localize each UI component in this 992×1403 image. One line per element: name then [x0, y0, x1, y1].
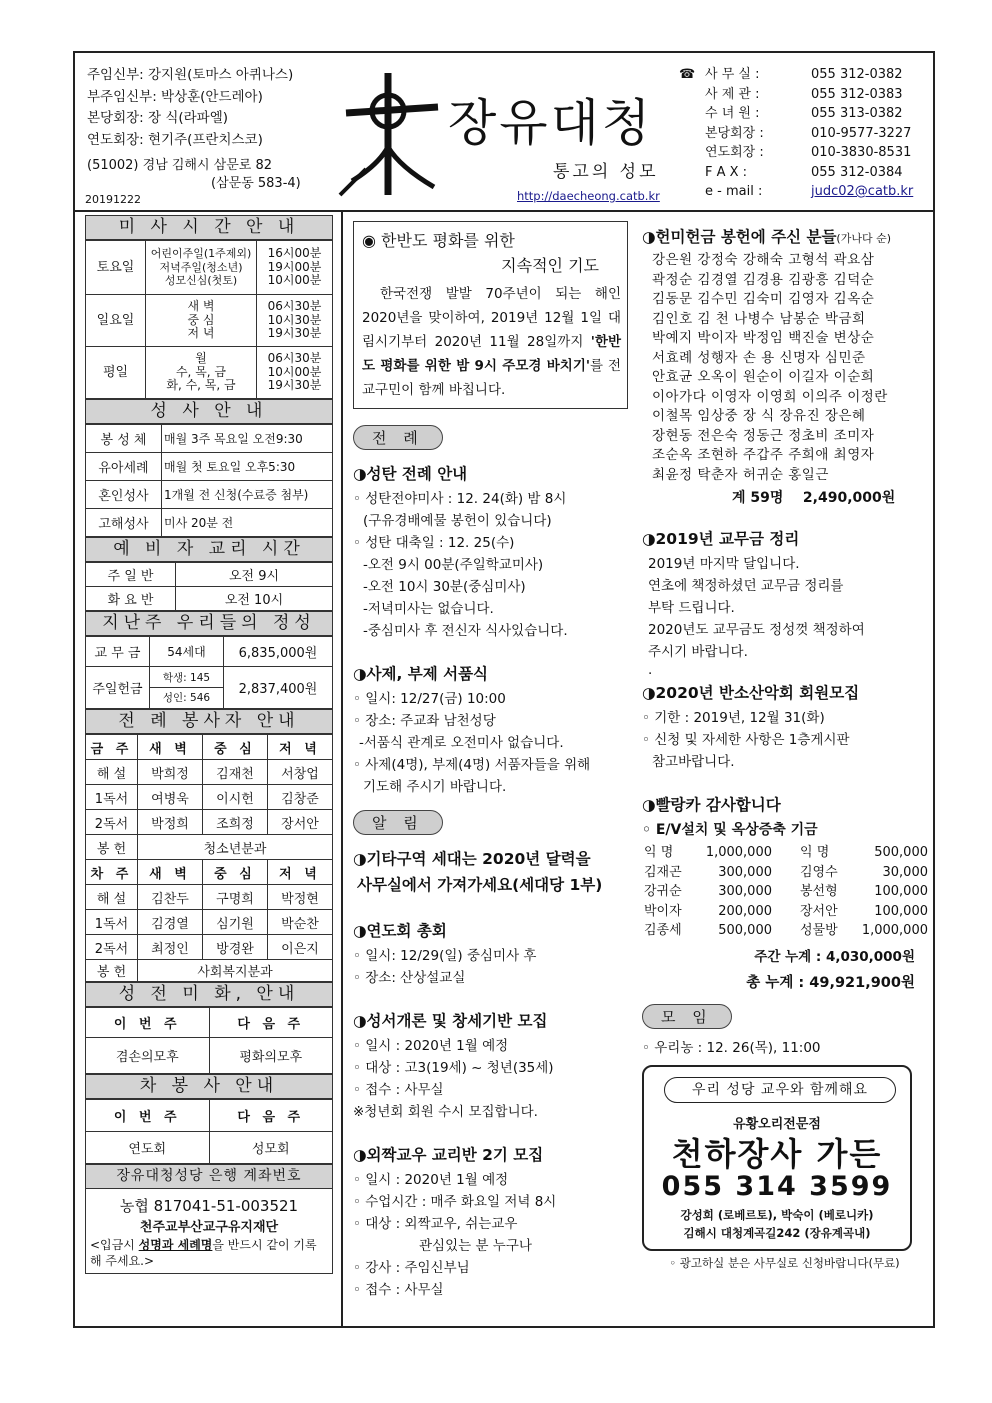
table-row: 1독서 여병욱 이시헌 김창준	[86, 785, 333, 810]
liturgy-pill: 전 례	[353, 425, 443, 450]
list-item: 주시기 바랍니다.	[648, 644, 748, 660]
notices-pill: 알 림	[353, 810, 443, 835]
offering-table	[85, 636, 333, 709]
weekly-total: 주간 누계 : 4,030,000원	[754, 948, 915, 965]
list-item: 관심있는 분 누구나	[419, 1238, 532, 1254]
table-row: 주일헌금 학생: 145 성인: 546 2,837,400원	[86, 667, 333, 709]
website-link[interactable]: http://daecheong.catb.kr	[517, 189, 660, 203]
donor-names	[642, 251, 927, 485]
table-row: 금 주 새 벽 중 심 저 녁	[86, 735, 333, 760]
ad-subtitle: 유황오리전문점	[733, 1116, 821, 1132]
table-row: 교 무 금 54세대 6,835,000원	[86, 637, 333, 667]
tea-title: 차 봉 사 안내	[85, 1074, 333, 1099]
table-row: 이 번 주 다 음 주	[86, 1100, 333, 1132]
table-row: 주 일 반 오전 9시	[86, 563, 333, 587]
list-item: 서효례 성행자 손 용 신명자 심민준	[652, 349, 866, 366]
flowers-title: 성 전 미 화, 안내	[85, 982, 333, 1007]
contact-list	[679, 65, 914, 202]
table-row: 해 설 박희정 김재천 서창업	[86, 760, 333, 785]
list-item: 조순옥 조현하 주갑주 주희애 최영자	[652, 447, 875, 463]
contact-row: 수 녀 원 : 055 313-0382	[705, 106, 903, 121]
list-item: ◦ 일시 : 2020년 1월 예정	[353, 1038, 509, 1054]
bank-info	[85, 1189, 333, 1274]
contact-row: F A X : 055 312-0384	[705, 164, 903, 180]
sacraments-title: 성 사 안 내	[85, 399, 333, 424]
table-row: 토요일 어린이주일(1주제외) 저녁주일(청소년) 성모신심(첫토) 16시00분 19시00분 10시00분	[86, 241, 333, 295]
list-item: .	[648, 662, 653, 678]
email-link[interactable]: judc02@catb.kr	[811, 184, 914, 199]
calendar-title-2: 사무실에서 가져가세요(세대당 1부)	[357, 876, 603, 894]
bulletin-frame	[73, 51, 935, 1328]
parish-chair: 본당회장: 장 식(라파엘)	[87, 110, 229, 126]
list-item: 안효균 오옥이 원순이 이길자 이순희	[652, 369, 875, 385]
senior-chair: 연도회장: 현기주(프란치스코)	[87, 131, 263, 148]
bible-class-title: ◑성서개론 및 창세기반 모집	[353, 1012, 548, 1030]
list-item: -저녁미사는 없습니다.	[363, 601, 494, 617]
thanks-subtitle: ◦ E/V설치 및 옥상증축 기금	[642, 822, 818, 838]
christmas-title: ◑성탄 전례 안내	[353, 465, 468, 483]
list-item: ◦ 신청 및 자세한 사항은 1층게시판	[642, 732, 850, 748]
clergy-info	[87, 65, 301, 193]
list-item: ※청년회 회원 수시 모집합니다.	[353, 1104, 538, 1120]
prayer-box	[353, 221, 628, 409]
yeondo-title: ◑연도회 총회	[353, 922, 447, 940]
list-item: ◦ 일시: 12/27(금) 10:00	[353, 691, 506, 707]
offering-title: 지난주 우리들의 정성	[85, 611, 333, 636]
spouse-class-title: ◑외짝교우 교리반 2기 모집	[353, 1146, 544, 1164]
list-item: ◦ 대상 : 외짝교우, 쉬는교우	[353, 1216, 518, 1232]
mass-times-table	[85, 240, 333, 399]
list-item: (구유경배예물 봉헌이 있습니다)	[363, 513, 552, 529]
bank-note: <입금시 성명과 세례명을 반드시 같이 기록해 주세요.>	[90, 1238, 317, 1268]
ad-phone: 055 314 3599	[661, 1170, 893, 1202]
middle-column	[353, 221, 628, 1301]
donors-total: 계 59명 2,490,000원	[732, 490, 896, 506]
list-item: -오전 10시 30분(중심미사)	[363, 579, 526, 595]
thanks-list: 익 명 1,000,000 익 명 500,000 김재곤 300,000 김영수 30,000 강귀순 300,000 봉선형 100,000 박이자 200,000 장서안 100,000 김종세 500,000 성물방 1,000,000	[644, 845, 928, 938]
list-item: 강은원 강정숙 강해숙 고형석 곽요삼	[652, 252, 875, 268]
list-item: ◦ 수업시간 : 매주 화요일 저녁 8시	[353, 1194, 557, 1210]
calendar-title: ◑기타구역 세대는 2020년 달력을	[353, 850, 591, 868]
ad-badge: 우리 성당 교우와 함께해요	[664, 1077, 896, 1103]
table-row: 2독서 최정인 방경완 이은지	[86, 935, 333, 960]
list-item: ◦ 대상 : 고3(19세) ~ 청년(35세)	[353, 1060, 554, 1076]
catechumen-table	[85, 562, 333, 611]
list-item: 연초에 책정하셨던 교무금 정리를	[648, 578, 844, 594]
bank-account: 농협 817041-51-003521	[119, 1197, 299, 1215]
table-row: 2독서 박정희 조희정 장서안	[86, 810, 333, 835]
contact-row: 사 무 실 : 055 312-0382	[705, 67, 903, 82]
meeting-pill: 모 임	[642, 1004, 732, 1029]
table-row: 1독서 김경열 심기원 박순찬	[86, 910, 333, 935]
contact-row: e - mail : judc02@catb.kr	[705, 182, 913, 202]
advertisement	[642, 1065, 912, 1251]
ordination-title: ◑사제, 부제 서품식	[353, 665, 489, 683]
list-item: ◦ 성탄전야미사 : 12. 24(화) 밤 8시	[353, 491, 567, 507]
pastor: 주임신부: 강지원(토마스 아퀴나스)	[87, 67, 294, 83]
list-item: 장현동 전은숙 정동근 정초비 조미자	[652, 427, 875, 444]
parish-title: 장유대청	[448, 94, 654, 152]
donors-title: ◑헌미헌금 봉헌에 주신 분들(가나다 순)	[642, 228, 892, 246]
tea-table	[85, 1099, 333, 1164]
table-row: 겸손의모후 평화의모후	[86, 1038, 333, 1074]
prayer-title-2: 지속적인 기도	[501, 256, 599, 275]
bulletin-header	[75, 53, 933, 212]
table-row: 일요일 새 벽 중 심 저 녁 06시30분 10시30분 19시30분	[86, 295, 333, 347]
thanks-title: ◑빨랑카 감사합니다	[642, 796, 781, 814]
list-item: 기도해 주시기 바랍니다.	[363, 779, 507, 795]
phone-icon: ☎	[679, 67, 696, 82]
list-item: ◦ 성탄 대축일 : 12. 25(수)	[353, 535, 515, 551]
list-item: ◦ 접수 : 사무실	[353, 1282, 444, 1298]
flowers-table	[85, 1007, 333, 1074]
column-divider	[341, 212, 343, 1328]
servers-table	[85, 734, 333, 982]
list-item: ◦ 장소: 산상설교실	[353, 970, 466, 986]
list-item: ◦ 장소: 주교좌 남천성당	[353, 713, 496, 729]
servers-title: 전 례 봉사자 안내	[85, 709, 333, 734]
cross-logo-icon	[338, 69, 448, 199]
list-item: ◦ 사제(4명), 부제(4명) 서품자들을 위해	[353, 757, 591, 773]
table-row: 이 번 주 다 음 주	[86, 1008, 333, 1038]
ad-owners: 강성희 (로베르토), 박숙이 (베로니카)	[680, 1207, 874, 1222]
prayer-body: 한국전쟁 발발 70주년이 되는 해인 2020년을 맞이하여, 2019년 12월 1일 대림시기부터 2020년 11월 28일까지 '한반도 평화를 위한 밤 9시 주모경 바치기'를 전교구민이 함께 바칩니다.	[362, 286, 621, 398]
assistant-pastor: 부주임신부: 박상훈(안드레아)	[87, 88, 263, 105]
list-item: ◦ 강사 : 주임신부님	[353, 1260, 470, 1276]
contact-row: 연도회장 : 010-3830-8531	[705, 145, 912, 160]
list-item: -오전 9시 00분(주일학교미사)	[363, 557, 544, 573]
table-row: 해 설 김찬두 구명희 박정현	[86, 885, 333, 910]
issue-date: 20191222	[85, 193, 141, 206]
list-item: 최윤정 탁춘자 허귀순 홍일근	[652, 466, 829, 483]
hiking-title: ◑2020년 반소산악회 회원모집	[642, 684, 860, 702]
list-item: 이아가다 이영자 이영희 이의주 이정란	[652, 388, 888, 405]
catechumen-title: 예 비 자 교리 시간	[85, 537, 333, 562]
list-item: -서품식 관계로 오전미사 없습니다.	[359, 735, 564, 751]
list-item: 박예지 박이자 박정임 백진술 변상순	[652, 330, 875, 346]
mass-times-title: 미 사 시 간 안 내	[85, 215, 333, 240]
table-row: 차 주 새 벽 중 심 저 녁	[86, 860, 333, 885]
ad-footer: ◦ 광고하실 분은 사무실로 신청바랍니다(무료)	[669, 1255, 900, 1270]
list-item: ◦ 일시: 12/29(일) 중심미사 후	[353, 948, 537, 964]
list-item: 부탁 드립니다.	[648, 600, 735, 616]
list-item: 김동문 김수민 김숙미 김영자 김옥순	[652, 291, 875, 307]
dues-title: ◑2019년 교무금 정리	[642, 530, 800, 548]
contact-row: 본당회장 : 010-9577-3227	[705, 125, 912, 141]
table-row: 봉 헌 사회복지분과	[86, 960, 333, 982]
table-row: 유아세례 매월 첫 토요일 오후5:30	[86, 453, 333, 481]
bank-title: 장유대청성당 은행 계좌번호	[85, 1164, 333, 1189]
table-row: 연도회 성모회	[86, 1132, 333, 1164]
parish-subtitle: 통고의 성모	[553, 162, 659, 182]
list-item: 2020년도 교무금도 정성껏 책정하여	[648, 622, 865, 638]
list-item: ◦ 기한 : 2019년, 12월 31(화)	[642, 710, 825, 726]
list-item: 곽정순 김경열 김경용 김광흥 김덕순	[652, 271, 875, 288]
table-row: 봉 성 체 매월 3주 목요일 오전9:30	[86, 425, 333, 453]
list-item: -중심미사 후 전신자 식사있습니다.	[363, 623, 568, 639]
table-row: 고해성사 미사 20분 전	[86, 509, 333, 537]
prayer-title: ◉ 한반도 평화를 위한	[362, 231, 515, 250]
table-row: 봉 헌 청소년분과	[86, 835, 333, 860]
list-item: 참고바랍니다.	[652, 754, 735, 770]
bank-owner: 천주교부산교구유지재단	[139, 1220, 279, 1235]
list-item: 2019년 마지막 달입니다.	[648, 556, 800, 572]
contact-row: 사 제 관 : 055 312-0383	[705, 86, 903, 102]
ad-store-name: 천하장사 가든	[671, 1134, 883, 1173]
right-column	[642, 221, 927, 1271]
cumulative-total: 총 누계 : 49,921,900원	[746, 974, 915, 991]
table-row: 혼인성사 1개월 전 신청(수료증 첨부)	[86, 481, 333, 509]
table-row: 화 요 반 오전 10시	[86, 587, 333, 611]
ad-location: 김해시 대청계곡길242 (장유계곡내)	[683, 1225, 871, 1240]
list-item: ◦ 일시 : 2020년 1월 예정	[353, 1172, 509, 1188]
list-item: 이철목 임상중 장 식 장유진 장은혜	[652, 408, 866, 424]
address: (51002) 경남 김해시 삼문로 82 (삼문동 583-4)	[87, 158, 301, 191]
list-item: ◦ 우리농 : 12. 26(목), 11:00	[642, 1039, 821, 1056]
list-item: 김인호 김 천 나병수 남봉순 박금희	[652, 310, 866, 327]
table-row: 평일 월 수, 목, 금 화, 수, 목, 금 06시30분 10시00분 19시30분	[86, 347, 333, 399]
list-item: ◦ 접수 : 사무실	[353, 1082, 444, 1098]
sacraments-table	[85, 424, 333, 537]
left-column	[85, 215, 333, 1274]
